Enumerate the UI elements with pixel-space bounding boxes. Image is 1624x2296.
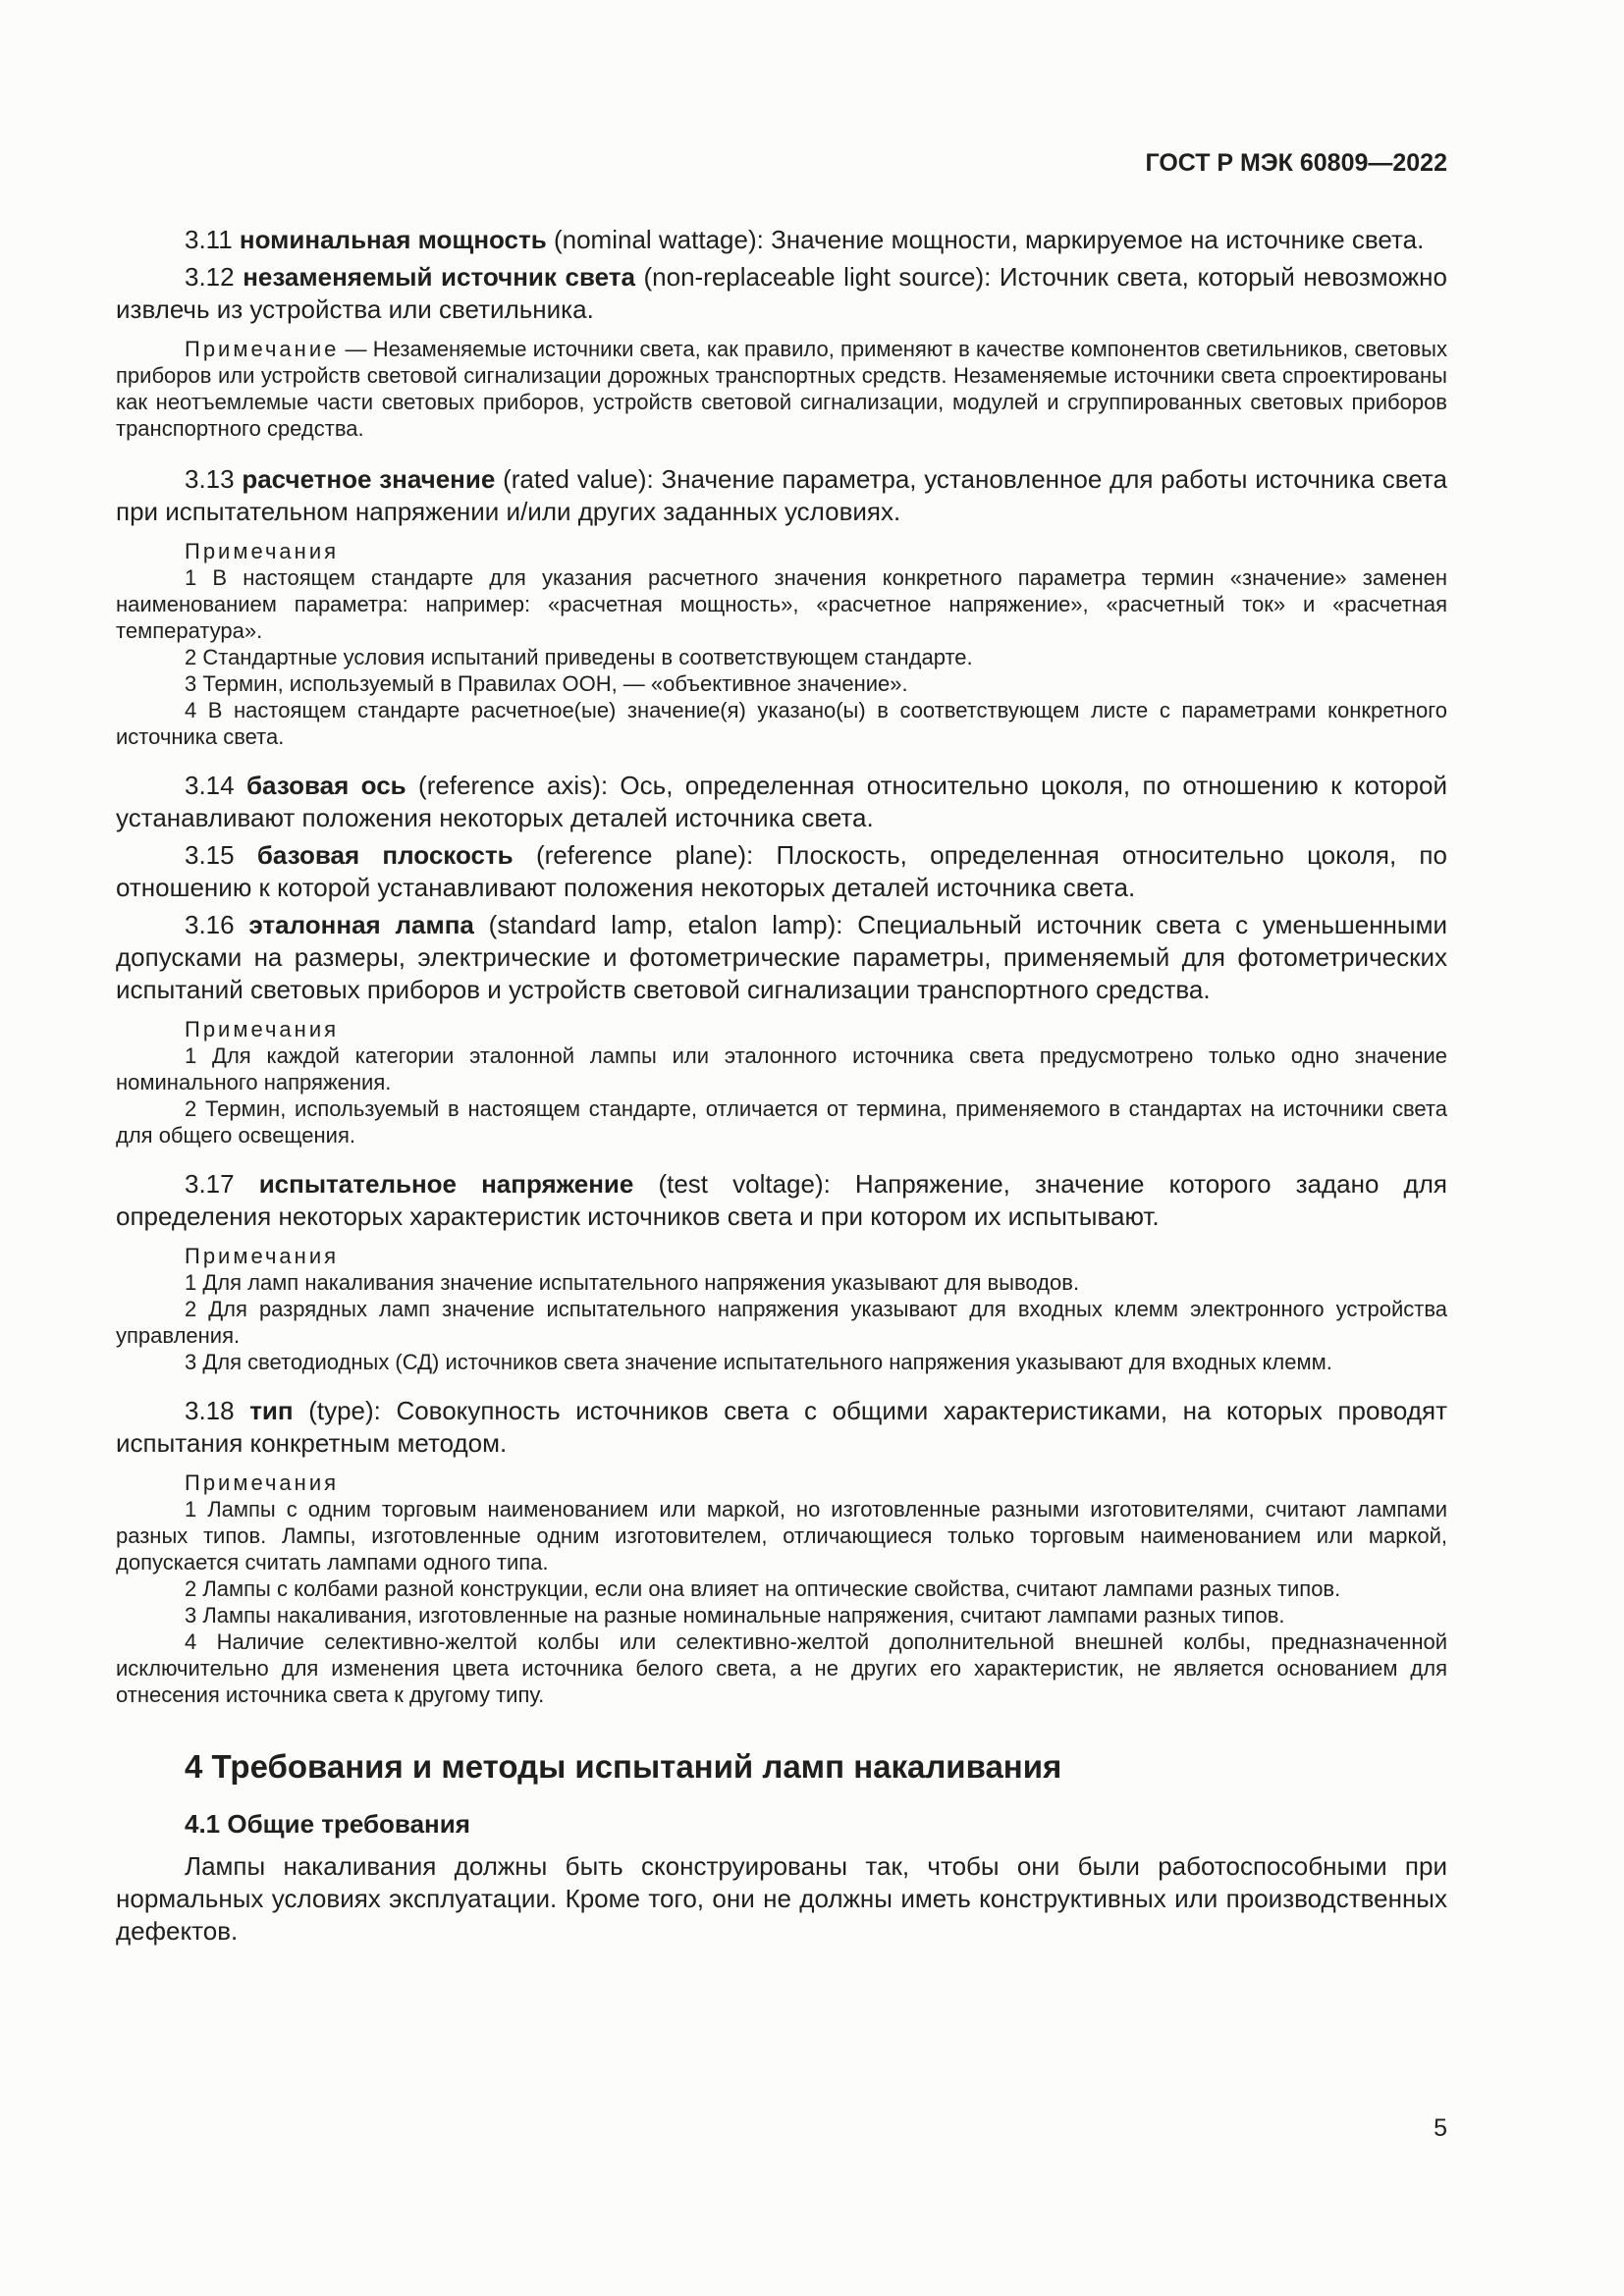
note-text: — Незаменяемые источники света, как правило, применяют в качестве компонентов светильников, световых приборов или устройств световой сигнализации дорожных транспортных средств. Незаменяемые источники света спроектированы как неотъемлемые части световых приборов, устройств световой сигнализации, модулей и сгруппированных световых приборов транспортного средства.: [116, 337, 1447, 441]
notes-heading: Примечания: [185, 1470, 340, 1495]
document-code-header: ГОСТ Р МЭК 60809—2022: [1145, 149, 1447, 177]
note-item: 2 Лампы с колбами разной конструкции, если она влияет на оптические свойства, считают лампами разных типов.: [185, 1576, 1341, 1601]
note-3-12: [116, 336, 1447, 442]
notes-heading: Примечания: [185, 1244, 340, 1268]
definition-term: базовая плоскость: [256, 840, 514, 870]
definition-3-12: [116, 261, 1447, 326]
definition-term: эталонная лампа: [248, 910, 474, 939]
definition-number: 3.13: [185, 464, 235, 494]
note-item: 4 Наличие селективно-желтой колбы или селективно-желтой дополнительной внешней колбы, предназначенной исключительно для изменения цвета источника белого света, а не других его характеристик, не является основанием для отнесения источника света к другому типу.: [116, 1629, 1447, 1707]
definition-term: незаменяемый источник света: [243, 262, 635, 292]
definition-number: 3.12: [185, 262, 235, 292]
note-item: 4 В настоящем стандарте расчетное(ые) значение(я) указано(ы) в соответствующем листе с параметрами конкретного источника света.: [116, 698, 1447, 749]
note-item: 1 Для ламп накаливания значение испытательного напряжения указывают для выводов.: [185, 1270, 1080, 1295]
notes-3-13: [116, 538, 1447, 750]
definition-number: 3.18: [185, 1396, 235, 1425]
definition-3-17: [116, 1168, 1447, 1233]
definition-text: (reference axis): Ось, определенная относительно цоколя, по отношению к которой устанавливают положения некоторых деталей источника света.: [116, 771, 1447, 832]
definition-3-16: [116, 909, 1447, 1006]
notes-heading: Примечания: [185, 539, 340, 563]
definition-number: 3.14: [185, 771, 235, 800]
definition-text: (nominal wattage): Значение мощности, маркируемое на источнике света.: [553, 225, 1425, 254]
notes-3-16: [116, 1016, 1447, 1148]
definition-3-14: [116, 770, 1447, 834]
definition-3-15: [116, 839, 1447, 904]
definition-number: 3.15: [185, 840, 235, 870]
note-item: 2 Стандартные условия испытаний приведены в соответствующем стандарте.: [185, 645, 973, 669]
note-item: 1 Для каждой категории эталонной лампы или эталонного источника света предусмотрено только одно значение номинального напряжения.: [116, 1043, 1447, 1095]
definition-number: 3.11: [185, 225, 233, 254]
note-item: 3 Для светодиодных (СД) источников света значение испытательного напряжения указывают для входных клемм.: [185, 1350, 1332, 1374]
definition-3-18: [116, 1395, 1447, 1460]
definition-text: (test voltage): Напряжение, значение которого задано для определения некоторых характеристик источников света и при котором их испытывают.: [116, 1169, 1447, 1231]
notes-3-17: [116, 1243, 1447, 1375]
definition-text: (rated value): Значение параметра, установленное для работы источника света при испытательном напряжении и/или других заданных условиях.: [116, 464, 1447, 526]
note-item: 2 Термин, используемый в настоящем стандарте, отличается от термина, применяемого в стандартах на источники света для общего освещения.: [116, 1096, 1447, 1148]
note-item: 3 Термин, используемый в Правилах ООН, — «объективное значение».: [185, 671, 908, 696]
notes-3-18: [116, 1469, 1447, 1708]
note-label: Примечание: [185, 337, 340, 361]
section-4-title: 4 Требования и методы испытаний ламп накаливания: [185, 1748, 1062, 1785]
definition-text: (type): Совокупность источников света с общими характеристиками, на которых проводят испытания конкретным методом.: [116, 1396, 1447, 1458]
definition-term: расчетное значение: [242, 464, 496, 494]
definition-term: испытательное напряжение: [258, 1169, 634, 1199]
subsection-4-1-text: Лампы накаливания должны быть сконструированы так, чтобы они были работоспособными при нормальных условиях эксплуатации. Кроме того, они не должны иметь конструктивных или производственных дефектов.: [116, 1851, 1447, 1946]
note-item: 1 Лампы с одним торговым наименованием или маркой, но изготовленные разными изготовителями, считают лампами разных типов. Лампы, изготовленные одним изготовителем, отличающиеся только торговым наименованием или маркой, допускается считать лампами одного типа.: [116, 1497, 1447, 1575]
definition-text: (non-replaceable light source): Источник света, который невозможно извлечь из устройства или светильника.: [116, 262, 1448, 324]
note-item: 2 Для разрядных ламп значение испытательного напряжения указывают для входных клемм электронного устройства управления.: [116, 1297, 1447, 1348]
subsection-4-1-title: 4.1 Общие требования: [185, 1809, 470, 1839]
definition-number: 3.17: [185, 1169, 235, 1199]
definition-3-11: [116, 224, 1447, 256]
note-item: 1 В настоящем стандарте для указания расчетного значения конкретного параметра термин «значение» заменен наименованием параметра: например: «расчетная мощность», «расчетное напряжение», «расчетный ток» и «расчетная температура».: [116, 565, 1447, 643]
definition-term: номинальная мощность: [239, 225, 547, 254]
document-body: [116, 224, 1447, 1948]
definition-term: базовая ось: [246, 771, 406, 800]
page-number: 5: [1434, 2114, 1447, 2142]
definition-text: (standard lamp, etalon lamp): Специальный источник света с уменьшенными допусками на размеры, электрические и фотометрические параметры, применяемый для фотометрических испытаний световых приборов и устройств световой сигнализации транспортного средства.: [116, 910, 1448, 1004]
definition-3-13: [116, 463, 1447, 528]
definition-text: (reference plane): Плоскость, определенная относительно цоколя, по отношению к которой устанавливают положения некоторых деталей источника света.: [116, 840, 1447, 902]
definition-term: тип: [249, 1396, 294, 1425]
note-item: 3 Лампы накаливания, изготовленные на разные номинальные напряжения, считают лампами разных типов.: [185, 1603, 1285, 1628]
definition-number: 3.16: [185, 910, 235, 939]
document-page: [116, 0, 1447, 2296]
notes-heading: Примечания: [185, 1017, 340, 1041]
